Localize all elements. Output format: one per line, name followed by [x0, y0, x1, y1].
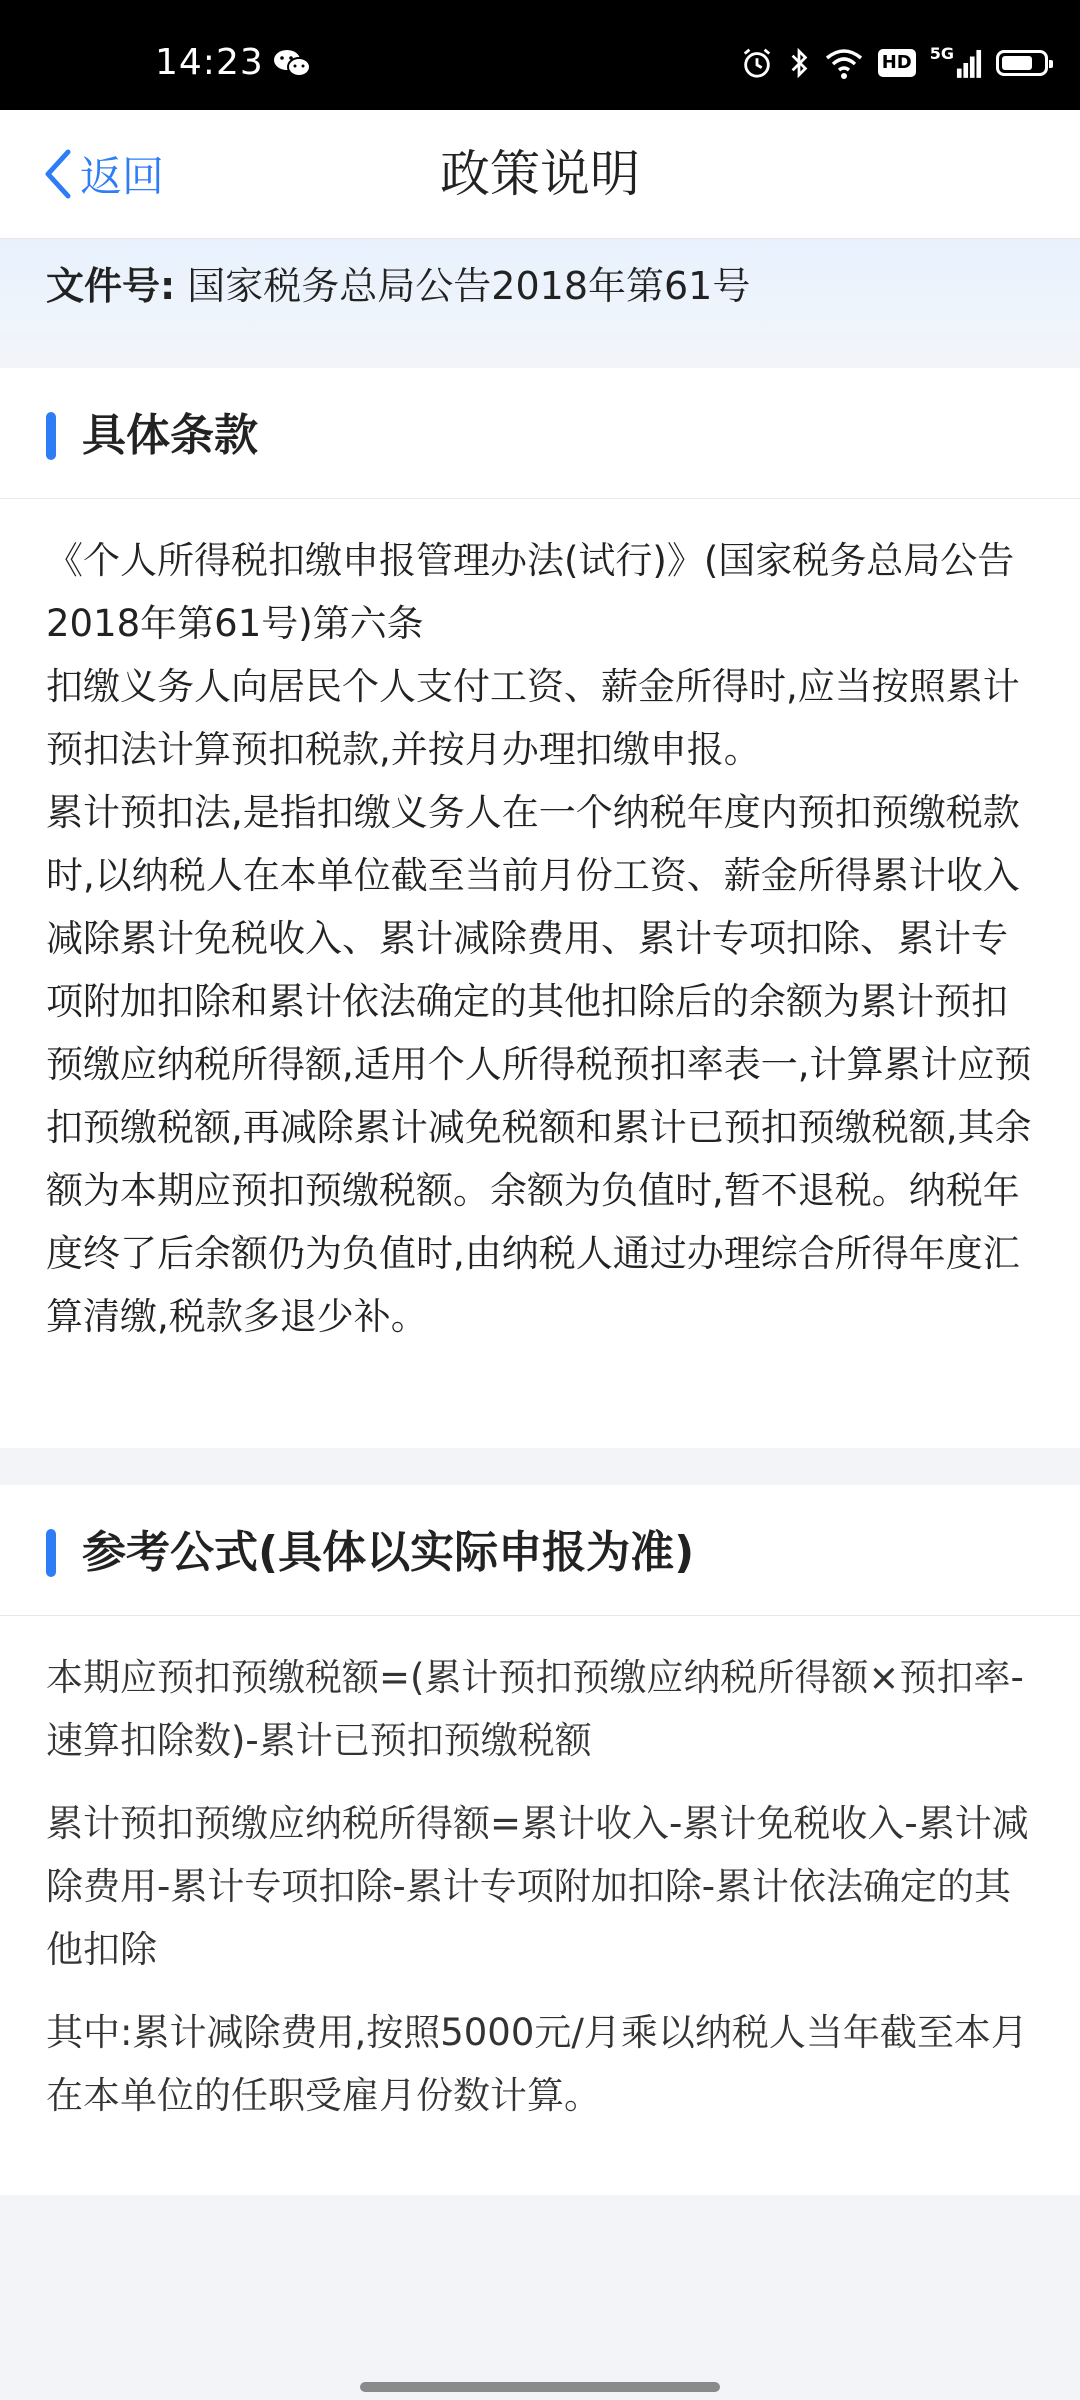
back-label: 返回 — [80, 152, 165, 201]
clauses-section-title: 具体条款 — [82, 410, 258, 461]
clause-paragraph: 累计预扣法,是指扣缴义务人在一个纳税年度内预扣预缴税款时,以纳税人在本单位截至当前月份工资、薪金所得累计收入减除累计免税收入、累计减除费用、累计专项扣除、累计专项附加扣除和累计依法确定的其他扣除后的余额为累计预扣预缴应纳税所得额,适用个人所得税预扣率表一,计算累计应预扣预缴税额,再减除累计减免税额和累计已预扣预缴税额,其余额为本期应预扣预缴税额。余额为负值时,暂不退税。纳税年度终了后余额仍为负值时,由纳税人通过办理综合所得年度汇算清缴,税款多退少补。 — [46, 791, 1032, 1338]
formula-item: 累计预扣预缴应纳税所得额=累计收入-累计免税收入-累计减除费用-累计专项扣除-累计专项附加扣除-累计依法确定的其他扣除 — [46, 1802, 1029, 1971]
section-accent-bar — [46, 1529, 56, 1577]
chevron-left-icon — [42, 148, 72, 200]
signal-bars-icon — [956, 46, 982, 80]
formula-item: 其中:累计减除费用,按照5000元/月乘以纳税人当年截至本月在本单位的任职受雇月份数计算。 — [46, 2011, 1028, 2117]
wifi-icon — [824, 45, 864, 81]
network-type-label: 5G — [929, 44, 954, 63]
clauses-body — [0, 499, 1080, 1378]
clause-paragraph: 扣缴义务人向居民个人支付工资、薪金所得时,应当按照累计预扣法计算预扣税款,并按月办理扣缴申报。 — [46, 665, 1020, 771]
alarm-icon — [740, 45, 774, 81]
clauses-section-header — [0, 368, 1080, 499]
section-accent-bar — [46, 412, 56, 460]
document-number-key: 文件号: — [46, 264, 176, 308]
hd-badge: HD — [878, 49, 916, 77]
home-indicator[interactable] — [360, 2382, 720, 2392]
status-time: 14:23 — [155, 42, 264, 83]
battery-level — [1002, 56, 1032, 70]
document-number — [46, 255, 750, 310]
page-title: 政策说明 — [440, 145, 640, 203]
back-button[interactable] — [42, 140, 164, 208]
formulas-card — [0, 1485, 1080, 2195]
clause-source: 《个人所得税扣缴申报管理办法(试行)》(国家税务总局公告2018年第61号)第六条 — [46, 539, 1015, 645]
formula-item: 本期应预扣预缴税额=(累计预扣预缴应纳税所得额×预扣率-速算扣除数)-累计已预扣预缴税额 — [46, 1656, 1024, 1762]
formulas-section-header — [0, 1485, 1080, 1616]
formulas-body — [0, 1616, 1080, 2177]
bluetooth-icon — [788, 45, 810, 81]
status-icons — [740, 44, 1048, 82]
navigation-bar — [0, 110, 1080, 239]
formulas-section-title: 参考公式(具体以实际申报为准) — [82, 1527, 695, 1578]
status-bar — [0, 0, 1080, 110]
battery-icon — [996, 50, 1048, 76]
document-number-banner — [0, 239, 1080, 364]
wechat-icon — [272, 48, 312, 78]
cellular-signal-icon — [930, 46, 982, 80]
document-number-value: 国家税务总局公告2018年第61号 — [187, 264, 751, 308]
clauses-card — [0, 368, 1080, 1448]
